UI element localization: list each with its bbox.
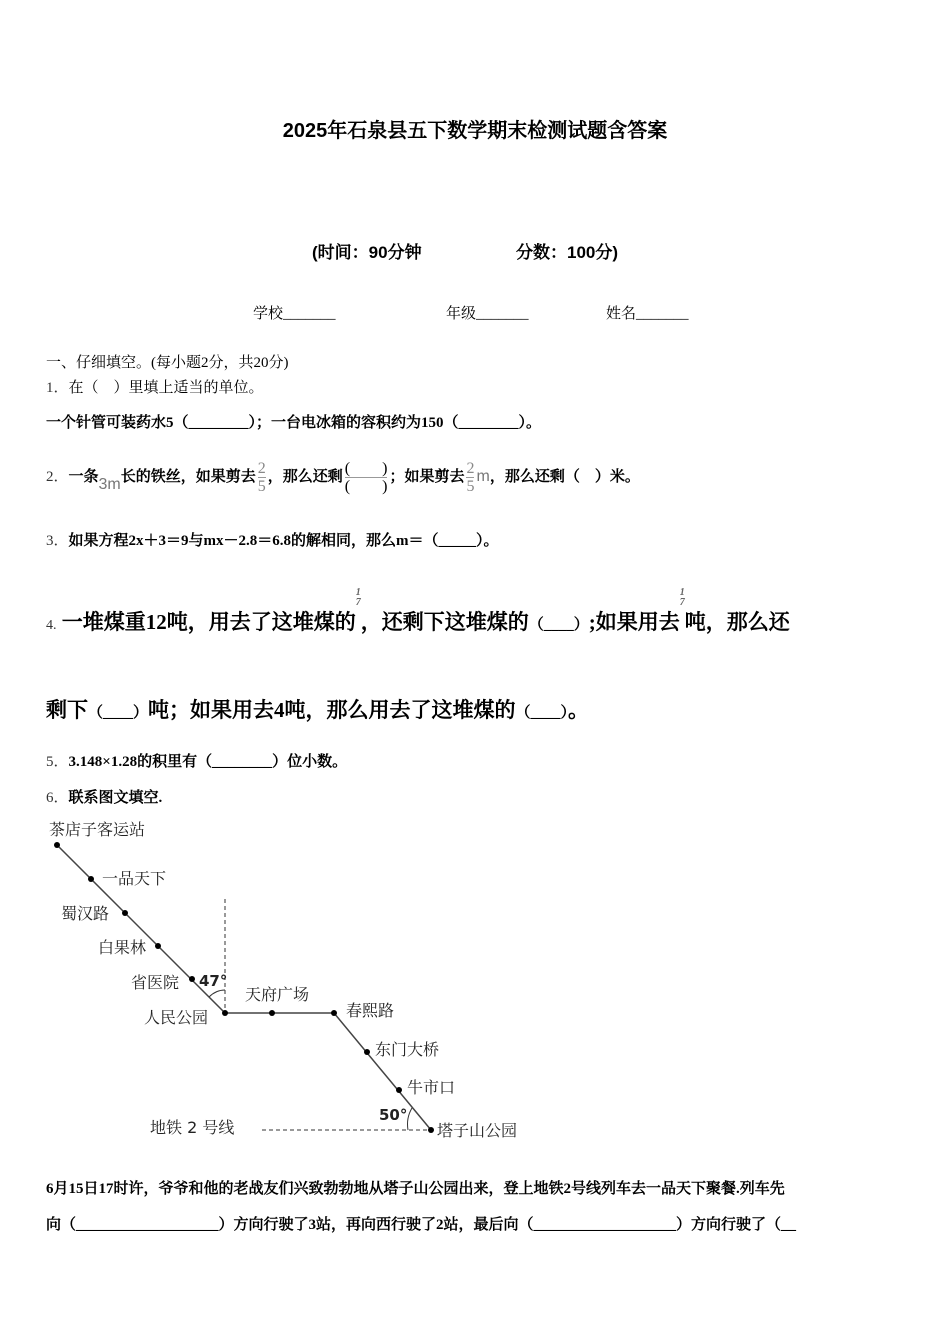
unit: m bbox=[476, 468, 490, 485]
angle-arc-47 bbox=[209, 990, 225, 997]
denominator: 7 bbox=[355, 597, 361, 608]
station-dot bbox=[428, 1127, 434, 1133]
length-value: 3m bbox=[98, 476, 121, 493]
station-label: 茶店子客运站 bbox=[49, 820, 146, 839]
question-number: 6． bbox=[46, 790, 69, 806]
text: ，那么还剩（ ）米。 bbox=[489, 469, 640, 485]
numerator: 2 bbox=[257, 460, 266, 478]
school-field: 学校_______ bbox=[253, 306, 336, 322]
numerator: 1 bbox=[679, 587, 685, 598]
denominator-blank: ( ) bbox=[344, 478, 388, 496]
text: 长的铁丝，如果剪去 bbox=[120, 469, 256, 485]
station-dot bbox=[88, 876, 94, 882]
station-dot bbox=[122, 910, 128, 916]
station-label: 人民公园 bbox=[144, 1008, 209, 1027]
station-label: 东门大桥 bbox=[375, 1040, 440, 1059]
station-label: 白果林 bbox=[98, 938, 147, 957]
question-number: 5． bbox=[46, 754, 69, 770]
station-label: 牛市口 bbox=[407, 1078, 456, 1097]
station-label: 一品天下 bbox=[102, 869, 167, 888]
question-text: 如果方程2x＋3＝9与mx－2.8＝6.8的解相同，那么m＝（_____）。 bbox=[68, 533, 499, 549]
blank: （____） bbox=[515, 705, 569, 721]
station-dot bbox=[396, 1087, 402, 1093]
text: 吨，那么还 bbox=[684, 610, 790, 634]
text: 。 bbox=[568, 698, 590, 722]
station-label: 春熙路 bbox=[346, 1001, 395, 1020]
blank: （____） bbox=[88, 705, 149, 721]
question-1-line2: 一个针管可装药水5（________）；一台电冰箱的容积约为150（________）。 bbox=[46, 415, 542, 431]
denominator: 5 bbox=[257, 478, 266, 496]
station-dot bbox=[269, 1010, 275, 1016]
numerator: 1 bbox=[355, 587, 361, 598]
question-6-text-line2: 向（___________________）方向行驶了3站，再向西行驶了2站，最后向（___________________）方向行驶了（__ bbox=[46, 1217, 797, 1233]
angle-arc-50 bbox=[408, 1108, 413, 1130]
numerator-blank: ( ) bbox=[344, 460, 388, 478]
station-dot bbox=[222, 1010, 228, 1016]
text: 一条 bbox=[68, 469, 99, 485]
grade-field: 年级_______ bbox=[446, 306, 529, 322]
station-dot bbox=[331, 1010, 337, 1016]
station-dot bbox=[155, 943, 161, 949]
angle-label: 47° bbox=[199, 972, 228, 990]
station-dot bbox=[189, 976, 195, 982]
question-number: 3． bbox=[46, 533, 69, 549]
station-label: 塔子山公园 bbox=[437, 1121, 518, 1140]
text: 吨；如果用去4吨，那么用去了这堆煤的 bbox=[148, 698, 516, 722]
station-label: 蜀汉路 bbox=[61, 904, 110, 923]
text: ;如果用去 bbox=[588, 610, 680, 634]
page-title: 2025年石泉县五下数学期末检测试题含答案 bbox=[282, 120, 668, 142]
text: ；如果剪去 bbox=[389, 469, 465, 485]
text: 剩下 bbox=[46, 698, 88, 722]
question-text: 联系图文填空. bbox=[68, 790, 163, 806]
angle-label: 50° bbox=[379, 1106, 408, 1124]
denominator: 5 bbox=[466, 478, 475, 496]
station-dot bbox=[364, 1049, 370, 1055]
question-6-text-line1: 6月15日17时许，爷爷和他的老战友们兴致勃勃地从塔子山公园出来，登上地铁2号线列车去一品天下聚餐.列车先 bbox=[46, 1181, 785, 1197]
denominator: 7 bbox=[679, 597, 685, 608]
station-dot bbox=[54, 842, 60, 848]
question-text: 3.148×1.28的积里有（________）位小数。 bbox=[68, 754, 348, 770]
text: 一堆煤重12吨，用去了这堆煤的 bbox=[61, 610, 356, 634]
question-text: 在（ ）里填上适当的单位。 bbox=[68, 380, 264, 396]
numerator: 2 bbox=[466, 460, 475, 478]
section-heading: 一、仔细填空。(每小题2分，共20分) bbox=[46, 355, 289, 371]
name-field: 姓名_______ bbox=[606, 306, 689, 322]
station-label: 省医院 bbox=[131, 973, 180, 992]
line-label: 地铁 2 号线 bbox=[150, 1118, 235, 1137]
station-label: 天府广场 bbox=[245, 985, 310, 1004]
question-number: 1． bbox=[46, 380, 69, 396]
question-number: 4. bbox=[46, 618, 57, 633]
question-number: 2． bbox=[46, 469, 69, 485]
time-label: (时间：90分钟 bbox=[312, 243, 422, 262]
blank: （____） bbox=[528, 617, 589, 633]
text: ，还剩下这堆煤的 bbox=[360, 610, 529, 634]
text: ，那么还剩 bbox=[267, 469, 343, 485]
score-label: 分数：100分) bbox=[516, 243, 619, 262]
